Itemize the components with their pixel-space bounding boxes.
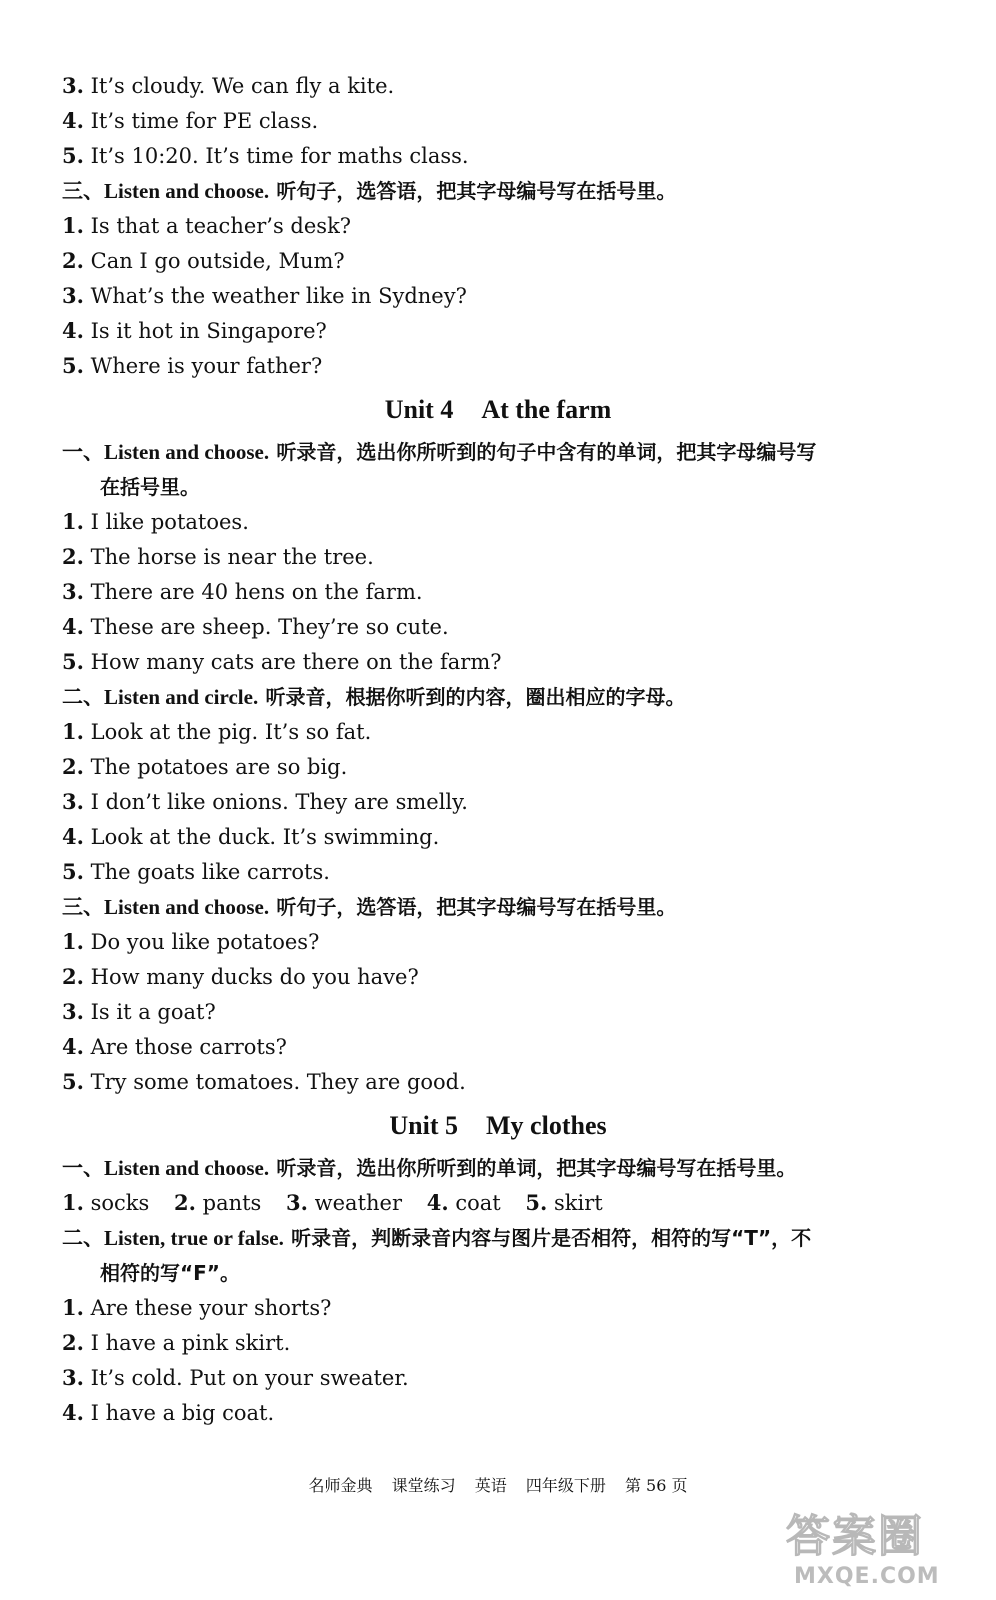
list-item: 3. What’s the weather like in Sydney?: [62, 283, 467, 308]
list-item: 5. It’s 10:20. It’s time for maths class.: [62, 143, 469, 168]
word-item: 3. weather: [286, 1190, 403, 1215]
footer-grade: 四年级下册: [525, 1476, 606, 1495]
section-heading: 三、Listen and choose. 听句子，选答语，把其字母编号写在括号里。: [62, 179, 677, 203]
list-item: 3. It’s cold. Put on your sweater.: [62, 1365, 409, 1390]
list-item: 1. Is that a teacher’s desk?: [62, 213, 352, 238]
section-heading: 二、Listen, true or false. 听录音，判断录音内容与图片是否相符，相符的写“T”，不: [62, 1226, 812, 1250]
footer-book: 课堂练习: [391, 1476, 456, 1495]
word-list: [62, 1185, 976, 1220]
footer-series: 名师金典: [308, 1476, 373, 1495]
list-item: 2. I have a pink skirt.: [62, 1330, 291, 1355]
section-heading: 一、Listen and choose. 听录音，选出你所听到的句子中含有的单词，把其字母编号写: [62, 440, 817, 464]
word-item: 4. coat: [426, 1190, 501, 1215]
list-item: 4. It’s time for PE class.: [62, 108, 319, 133]
word-item: 2. pants: [174, 1190, 262, 1215]
section-heading: 一、Listen and choose. 听录音，选出你所听到的单词，把其字母编号写在括号里。: [62, 1156, 797, 1180]
word-item: 5. skirt: [525, 1190, 603, 1215]
section-heading-continued: 在括号里。: [100, 475, 200, 499]
section-heading-continued: 相符的写“F”。: [100, 1261, 240, 1285]
watermark: [786, 1512, 986, 1594]
list-item: 3. It’s cloudy. We can fly a kite.: [62, 73, 395, 98]
list-item: 1. Are these your shorts?: [62, 1295, 332, 1320]
list-item: 1. Do you like potatoes?: [62, 929, 320, 954]
unit-title: Unit 4 At the farm: [384, 395, 612, 424]
section-heading: 二、Listen and circle. 听录音，根据你听到的内容，圈出相应的字母。: [62, 685, 686, 709]
word-item: 1. socks: [62, 1190, 150, 1215]
list-item: 2. How many ducks do you have?: [62, 964, 419, 989]
list-item: 3. There are 40 hens on the farm.: [62, 579, 423, 604]
footer-subject: 英语: [474, 1476, 507, 1495]
list-item: 1. Look at the pig. It’s so fat.: [62, 719, 372, 744]
list-item: 5. The goats like carrots.: [62, 859, 330, 884]
page-number: 第 56 页: [624, 1476, 688, 1495]
list-item: 1. I like potatoes.: [62, 509, 249, 534]
list-item: 2. Can I go outside, Mum?: [62, 248, 345, 273]
list-item: 2. The horse is near the tree.: [62, 544, 374, 569]
list-item: 3. Is it a goat?: [62, 999, 216, 1024]
list-item: 4. These are sheep. They’re so cute.: [62, 614, 449, 639]
watermark-url: MXQE.COM: [794, 1564, 940, 1589]
list-item: 5. How many cats are there on the farm?: [62, 649, 502, 674]
list-item: 5. Try some tomatoes. They are good.: [62, 1069, 466, 1094]
list-item: 2. The potatoes are so big.: [62, 754, 348, 779]
list-item: 4. Are those carrots?: [62, 1034, 287, 1059]
list-item: 4. Is it hot in Singapore?: [62, 318, 327, 343]
watermark-logo: 答案圈: [786, 1511, 924, 1562]
list-item: 5. Where is your father?: [62, 353, 323, 378]
list-item: 3. I don’t like onions. They are smelly.: [62, 789, 468, 814]
unit-title: Unit 5 My clothes: [389, 1111, 607, 1140]
page-footer: [0, 1474, 996, 1498]
section-heading: 三、Listen and choose. 听句子，选答语，把其字母编号写在括号里。: [62, 895, 677, 919]
list-item: 4. Look at the duck. It’s swimming.: [62, 824, 440, 849]
list-item: 4. I have a big coat.: [62, 1400, 275, 1425]
